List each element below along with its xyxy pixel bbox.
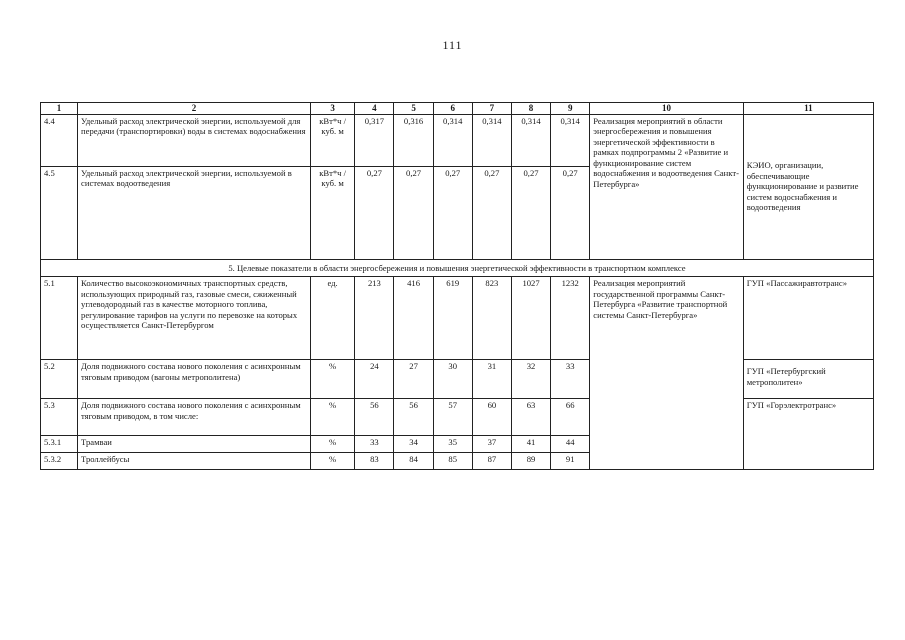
header-row	[41, 103, 874, 115]
value-cell: 27	[394, 360, 433, 399]
value-cell: 0,314	[511, 114, 550, 166]
header-cell: 11	[743, 103, 873, 115]
value-cell: 213	[355, 277, 394, 360]
value-cell: 24	[355, 360, 394, 399]
value-cell: 89	[511, 453, 550, 470]
row-number: 5.1	[41, 277, 78, 360]
value-cell: 0,314	[551, 114, 590, 166]
row-number: 5.3	[41, 399, 78, 436]
value-cell: 56	[355, 399, 394, 436]
row-unit: %	[310, 453, 354, 470]
row-number: 4.5	[41, 166, 78, 259]
row-number: 5.3.2	[41, 453, 78, 470]
executor-cell: ГУП «Горэлектротранс»	[743, 399, 873, 470]
value-cell: 33	[551, 360, 590, 399]
table-row	[41, 399, 874, 436]
section-row	[41, 259, 874, 277]
value-cell: 57	[433, 399, 472, 436]
value-cell: 0,317	[355, 114, 394, 166]
value-cell: 33	[355, 436, 394, 453]
value-cell: 0,27	[472, 166, 511, 259]
header-cell: 7	[472, 103, 511, 115]
value-cell: 37	[472, 436, 511, 453]
indicators-table	[40, 102, 874, 470]
header-cell: 2	[78, 103, 311, 115]
value-cell: 60	[472, 399, 511, 436]
value-cell: 0,314	[433, 114, 472, 166]
row-name: Троллейбусы	[78, 453, 311, 470]
row-name: Доля подвижного состава нового поколения с асинхронным тяговым приводом, в том числе:	[78, 399, 311, 436]
page-number: 111	[442, 38, 463, 52]
value-cell: 1027	[511, 277, 550, 360]
row-name: Удельный расход электрической энергии, используемой для передачи (транспортировки) воды в системах водоснабжения	[78, 114, 311, 166]
value-cell: 56	[394, 399, 433, 436]
value-cell: 84	[394, 453, 433, 470]
value-cell: 32	[511, 360, 550, 399]
row-unit: %	[310, 436, 354, 453]
header-cell: 10	[590, 103, 743, 115]
table-row	[41, 360, 874, 399]
value-cell: 0,27	[551, 166, 590, 259]
value-cell: 41	[511, 436, 550, 453]
row-number: 5.3.1	[41, 436, 78, 453]
row-unit: кВт*ч / куб. м	[310, 114, 354, 166]
header-cell: 1	[41, 103, 78, 115]
value-cell: 85	[433, 453, 472, 470]
row-unit: кВт*ч / куб. м	[310, 166, 354, 259]
row-unit: %	[310, 360, 354, 399]
header-cell: 4	[355, 103, 394, 115]
row-name: Доля подвижного состава нового поколения с асинхронным тяговым приводом (вагоны метрополитена)	[78, 360, 311, 399]
value-cell: 31	[472, 360, 511, 399]
value-cell: 63	[511, 399, 550, 436]
value-cell: 35	[433, 436, 472, 453]
value-cell: 0,27	[433, 166, 472, 259]
value-cell: 0,27	[355, 166, 394, 259]
table-row	[41, 114, 874, 166]
value-cell: 83	[355, 453, 394, 470]
executor-cell: ГУП «Пассажиравтотранс»	[743, 277, 873, 360]
value-cell: 619	[433, 277, 472, 360]
executor-cell: ГУП «Петербургский метрополитен»	[743, 360, 873, 399]
program-cell: Реализация мероприятий в области энергосбережения и повышения энергетической эффективности в рамках подпрограммы 2 «Развитие и функционирование систем водоснабжения и водоотведения Санкт-Петербурга»	[590, 114, 743, 259]
value-cell: 34	[394, 436, 433, 453]
row-unit: ед.	[310, 277, 354, 360]
value-cell: 416	[394, 277, 433, 360]
value-cell: 0,314	[472, 114, 511, 166]
value-cell: 66	[551, 399, 590, 436]
value-cell: 0,27	[511, 166, 550, 259]
value-cell: 0,27	[394, 166, 433, 259]
header-cell: 8	[511, 103, 550, 115]
value-cell: 44	[551, 436, 590, 453]
value-cell: 1232	[551, 277, 590, 360]
row-number: 4.4	[41, 114, 78, 166]
row-name: Удельный расход электрической энергии, используемой в системах водоотведения	[78, 166, 311, 259]
header-cell: 6	[433, 103, 472, 115]
header-cell: 5	[394, 103, 433, 115]
section-title: 5. Целевые показатели в области энергосбережения и повышения энергетической эффективности в транспортном комплексе	[41, 259, 874, 277]
value-cell: 30	[433, 360, 472, 399]
value-cell: 91	[551, 453, 590, 470]
value-cell: 0,316	[394, 114, 433, 166]
table-row	[41, 277, 874, 360]
program-cell: Реализация мероприятий государственной программы Санкт-Петербурга «Развитие транспортной системы Санкт-Петербурга»	[590, 277, 743, 470]
row-name: Трамваи	[78, 436, 311, 453]
value-cell: 823	[472, 277, 511, 360]
row-unit: %	[310, 399, 354, 436]
executor-cell: КЭИО, организации, обеспечивающие функционирование и развитие систем водоснабжения и водоотведения	[743, 114, 873, 259]
row-name: Количество высокоэкономичных транспортных средств, использующих природный газ, газовые смеси, сжиженный углеводородный газ в качестве моторного топлива, регулирование тарифов на услуги по перевозке на которых осуществляется Санкт-Петербургом	[78, 277, 311, 360]
header-cell: 9	[551, 103, 590, 115]
value-cell: 87	[472, 453, 511, 470]
header-cell: 3	[310, 103, 354, 115]
row-number: 5.2	[41, 360, 78, 399]
